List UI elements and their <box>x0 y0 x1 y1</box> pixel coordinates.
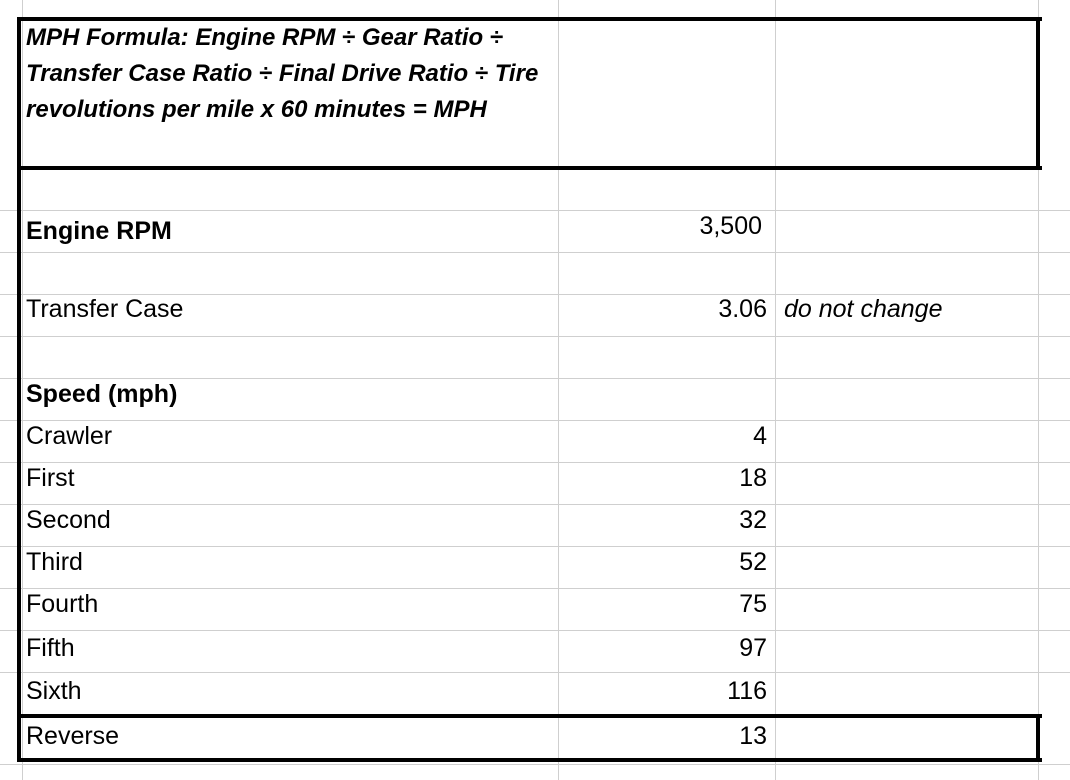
row-divider <box>0 764 1070 765</box>
gear-label-second[interactable]: Second <box>26 505 111 534</box>
gear-speed-crawler[interactable]: 4 <box>753 421 767 450</box>
gear-speed-second[interactable]: 32 <box>739 505 767 534</box>
gear-label-fourth[interactable]: Fourth <box>26 589 99 618</box>
formula-border-right <box>1036 17 1040 170</box>
gear-speed-reverse[interactable]: 13 <box>739 721 767 750</box>
gear-label-sixth[interactable]: Sixth <box>26 676 82 705</box>
gear-speed-fifth[interactable]: 97 <box>739 633 767 662</box>
gear-label-third[interactable]: Third <box>26 547 83 576</box>
transfer-case-note[interactable]: do not change <box>784 294 943 323</box>
gear-label-crawler[interactable]: Crawler <box>26 421 113 450</box>
engine-rpm-value[interactable]: 3,500 <box>699 211 762 240</box>
reverse-border-bottom <box>17 758 1042 762</box>
column-divider <box>558 0 559 780</box>
row-divider <box>0 252 1070 253</box>
transfer-case-value[interactable]: 3.06 <box>718 294 767 323</box>
reverse-border-right <box>1036 714 1040 762</box>
gear-speed-sixth[interactable]: 116 <box>727 676 767 705</box>
column-divider <box>775 0 776 780</box>
row-divider <box>0 336 1070 337</box>
gear-speed-first[interactable]: 18 <box>739 463 767 492</box>
speed-header[interactable]: Speed (mph) <box>26 379 178 408</box>
table-border-left <box>17 166 21 762</box>
engine-rpm-label[interactable]: Engine RPM <box>26 216 172 245</box>
formula-border-left <box>17 17 21 170</box>
gear-label-fifth[interactable]: Fifth <box>26 633 75 662</box>
transfer-case-label[interactable]: Transfer Case <box>26 294 184 323</box>
gear-label-first[interactable]: First <box>26 463 75 492</box>
formula-border-bottom <box>17 166 1042 170</box>
gear-label-reverse[interactable]: Reverse <box>26 721 120 750</box>
gear-speed-fourth[interactable]: 75 <box>739 589 767 618</box>
gear-speed-third[interactable]: 52 <box>739 547 767 576</box>
formula-cell[interactable]: MPH Formula: Engine RPM ÷ Gear Ratio ÷ Transfer Case Ratio ÷ Final Drive Ratio ÷ Tire revolutions per mile x 60 minutes = MPH <box>26 24 539 123</box>
